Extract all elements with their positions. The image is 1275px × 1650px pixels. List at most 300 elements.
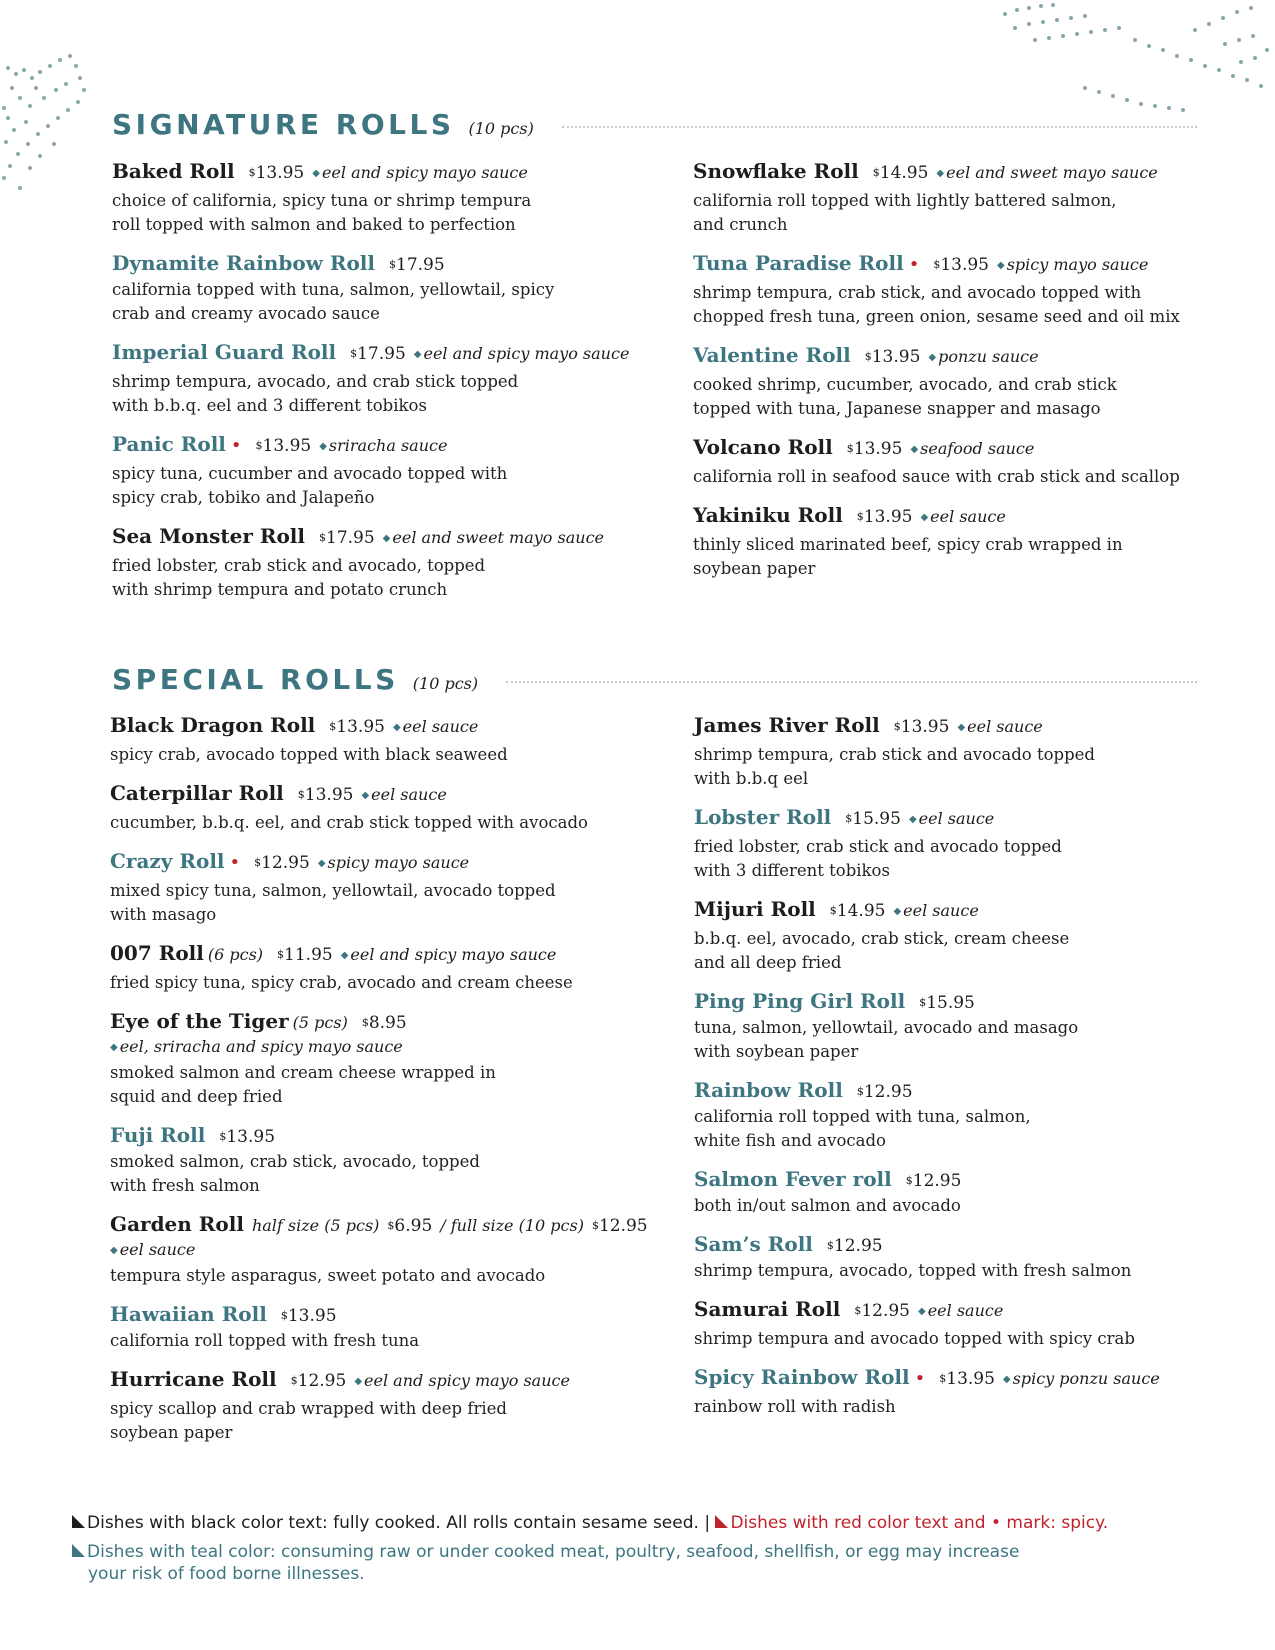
diamond-icon: ◆	[997, 260, 1005, 271]
legend-line-1	[72, 1512, 1202, 1534]
sauce-text: spicy ponzu sauce	[1012, 1369, 1160, 1388]
item-heading	[110, 1008, 630, 1036]
item-name: James River Roll	[694, 713, 880, 737]
item-description: smoked salmon and cream cheese wrapped in	[110, 1063, 496, 1082]
item-name: Baked Roll	[112, 159, 235, 183]
item-description: soybean paper	[693, 559, 816, 578]
item-description: thinly sliced marinated beef, spicy crab wrapped in	[693, 535, 1123, 554]
item-name: Fuji Roll	[110, 1123, 206, 1147]
dollar-sign: $	[219, 1130, 227, 1143]
sauce-text: sriracha sauce	[328, 436, 448, 455]
item-name: Panic Roll	[112, 432, 226, 456]
price-value: 12.95	[912, 1171, 962, 1191]
section-divider	[506, 681, 1197, 683]
item-sauce	[920, 507, 1005, 526]
price-value: 17.95	[326, 528, 375, 548]
item-sauce	[319, 436, 447, 455]
item-description: topped with tuna, Japanese snapper and masago	[693, 399, 1101, 418]
signature-rolls-right-column	[693, 158, 1233, 594]
item-sauce	[997, 255, 1148, 274]
special-rolls-header	[112, 663, 1197, 696]
sauce-text: spicy mayo sauce	[327, 853, 470, 872]
sauce-text: seafood sauce	[920, 439, 1035, 458]
menu-item	[693, 342, 1233, 421]
section-pcs: (10 pcs)	[412, 674, 479, 693]
sauce-text: eel sauce	[371, 785, 447, 804]
item-description: mixed spicy tuna, salmon, yellowtail, avocado topped	[110, 881, 556, 900]
item-price	[319, 528, 375, 548]
item-heading	[112, 250, 632, 278]
item-sauce	[1003, 1369, 1160, 1388]
section-title: SPECIAL ROLLS	[112, 663, 399, 696]
item-name: Sea Monster Roll	[112, 524, 305, 548]
price-value: 13.95	[287, 1306, 337, 1326]
legend-raw-line-2: your risk of food borne illnesses.	[88, 1564, 365, 1584]
item-description: shrimp tempura, avocado, topped with fresh salmon	[694, 1261, 1132, 1280]
full-size-label: / full size (10 pcs)	[440, 1216, 584, 1235]
sauce-text: eel, sriracha and spicy mayo sauce	[119, 1037, 403, 1056]
menu-item	[110, 1122, 630, 1198]
item-name: Caterpillar Roll	[110, 781, 284, 805]
item-heading	[693, 342, 1233, 373]
legend-cooked: Dishes with black color text: fully cooked. All rolls contain sesame seed.	[72, 1513, 699, 1533]
menu-item	[112, 339, 632, 418]
item-name: Spicy Rainbow Roll	[694, 1365, 910, 1389]
item-heading	[112, 339, 632, 370]
item-description: with b.b.q. eel and 3 different tobikos	[112, 396, 427, 415]
dollar-sign: $	[290, 1374, 298, 1387]
floral-ornament-left	[0, 48, 100, 198]
diamond-icon: ◆	[312, 168, 320, 179]
item-description: shrimp tempura and avocado topped with spicy crab	[694, 1329, 1135, 1348]
menu-item	[112, 158, 632, 237]
menu-item	[693, 434, 1233, 489]
price-value: 6.95	[394, 1216, 433, 1236]
diamond-icon: ◆	[382, 533, 391, 544]
menu-item	[112, 250, 632, 326]
menu-item	[694, 1364, 1234, 1419]
item-heading	[112, 158, 632, 189]
item-price	[865, 347, 921, 367]
menu-item	[694, 804, 1234, 883]
diamond-icon: ◆	[928, 352, 937, 363]
item-heading	[112, 523, 632, 554]
dollar-sign: $	[919, 996, 927, 1009]
item-price	[389, 255, 445, 275]
item-heading	[110, 1122, 630, 1150]
item-sauce	[318, 853, 469, 872]
diamond-icon: ◆	[354, 1376, 363, 1387]
dollar-sign: $	[255, 439, 263, 452]
item-price	[939, 1369, 995, 1389]
item-heading	[693, 502, 1233, 533]
dollar-sign: $	[389, 258, 396, 271]
item-heading	[110, 1301, 630, 1329]
spicy-dot-icon: •	[914, 1368, 926, 1389]
dollar-sign: $	[893, 720, 901, 733]
item-name: Eye of the Tiger	[110, 1009, 289, 1033]
sauce-text: eel and sweet mayo sauce	[946, 163, 1158, 182]
item-sauce	[957, 717, 1042, 736]
dollar-sign: $	[864, 350, 872, 363]
dollar-sign: $	[829, 904, 837, 917]
diamond-icon: ◆	[908, 814, 917, 825]
menu-item	[694, 712, 1234, 791]
dollar-sign: $	[277, 948, 285, 961]
item-description: with b.b.q eel	[694, 769, 809, 788]
triangle-marker-icon	[72, 1515, 85, 1528]
item-description: crab and creamy avocado sauce	[112, 304, 380, 323]
diamond-icon: ◆	[110, 1245, 118, 1256]
menu-item	[110, 712, 630, 767]
price-value: 12.95	[833, 1236, 883, 1256]
item-heading	[694, 804, 1234, 835]
item-description: spicy tuna, cucumber and avocado topped with	[112, 464, 508, 483]
price-value: 13.95	[863, 507, 913, 527]
dollar-sign: $	[846, 442, 854, 455]
legend-raw: Dishes with teal color: consuming raw or under cooked meat, poultry, seafood, shellfish, or egg may increase	[72, 1541, 1202, 1563]
sauce-text: eel sauce	[119, 1240, 196, 1259]
item-pcs: (5 pcs)	[292, 1013, 348, 1032]
dollar-sign: $	[361, 1016, 369, 1029]
half-size-label: half size (5 pcs)	[251, 1216, 380, 1235]
item-description: fried lobster, crab stick and avocado, topped	[112, 556, 486, 575]
price-value: 13.95	[853, 439, 903, 459]
price-value: 13.95	[946, 1369, 995, 1389]
menu-item	[693, 158, 1233, 237]
half-size-price	[387, 1216, 432, 1236]
item-name: Volcano Roll	[693, 435, 833, 459]
dollar-sign: $	[248, 166, 256, 179]
diamond-icon: ◆	[340, 950, 349, 961]
item-sauce	[910, 439, 1034, 458]
item-price	[362, 1013, 407, 1033]
item-description: california topped with tuna, salmon, yellowtail, spicy	[112, 280, 555, 299]
menu-item	[694, 896, 1234, 975]
signature-rolls-left-column	[112, 158, 632, 615]
item-heading	[110, 1211, 648, 1239]
menu-item	[110, 1211, 648, 1288]
item-description: spicy scallop and crab wrapped with deep fried	[110, 1399, 507, 1418]
item-price	[249, 163, 305, 183]
price-value: 15.95	[926, 993, 975, 1013]
item-description: tempura style asparagus, sweet potato and avocado	[110, 1266, 546, 1285]
item-price	[933, 255, 989, 275]
special-rolls-left-column	[110, 712, 648, 1458]
item-price	[329, 717, 385, 737]
menu-item	[694, 1296, 1234, 1351]
price-value: 15.95	[852, 809, 901, 829]
diamond-icon: ◆	[319, 441, 327, 452]
price-value: 14.95	[836, 901, 886, 921]
item-price	[277, 945, 333, 965]
sauce-text: eel and spicy mayo sauce	[321, 163, 528, 182]
triangle-marker-icon	[72, 1544, 85, 1557]
item-price	[857, 507, 913, 527]
item-description: roll topped with salmon and baked to perfection	[112, 215, 516, 234]
item-price	[256, 436, 312, 456]
item-name: Hawaiian Roll	[110, 1302, 267, 1326]
dollar-sign: $	[845, 812, 853, 825]
price-value: 12.95	[598, 1216, 648, 1236]
menu-item	[110, 1301, 630, 1353]
item-description: california roll topped with tuna, salmon,	[694, 1107, 1031, 1126]
item-heading	[110, 940, 630, 971]
item-sauce	[354, 1371, 570, 1390]
full-size-price	[592, 1216, 648, 1236]
dollar-sign: $	[319, 531, 326, 544]
sauce-text: eel sauce	[918, 809, 995, 828]
item-description: both in/out salmon and avocado	[694, 1196, 961, 1215]
item-sauce	[341, 945, 557, 964]
price-value: 13.95	[336, 717, 385, 737]
item-sauce	[414, 344, 630, 363]
item-price	[873, 163, 929, 183]
item-sauce	[110, 1036, 630, 1061]
price-value: 8.95	[368, 1013, 407, 1033]
price-value: 13.95	[871, 347, 921, 367]
dollar-sign: $	[856, 510, 864, 523]
item-name: Black Dragon Roll	[110, 713, 316, 737]
item-name: Yakiniku Roll	[693, 503, 843, 527]
diamond-icon: ◆	[893, 906, 902, 917]
item-name: Lobster Roll	[694, 805, 832, 829]
diamond-icon: ◆	[110, 1042, 118, 1053]
spicy-dot-icon: •	[229, 852, 241, 873]
diamond-icon: ◆	[918, 1306, 926, 1317]
item-price	[847, 439, 903, 459]
special-rolls-right-column	[694, 712, 1234, 1432]
section-title: SIGNATURE ROLLS	[112, 108, 455, 141]
item-heading	[110, 848, 630, 879]
item-sauce	[383, 528, 604, 547]
item-heading	[694, 1166, 1234, 1194]
item-description: shrimp tempura, avocado, and crab stick topped	[112, 372, 519, 391]
item-description: choice of california, spicy tuna or shrimp tempura	[112, 191, 532, 210]
item-sauce	[361, 785, 446, 804]
price-value: 13.95	[255, 163, 305, 183]
dollar-sign: $	[856, 1085, 864, 1098]
item-price	[919, 993, 975, 1013]
dollar-sign: $	[297, 788, 305, 801]
sauce-text: eel sauce	[903, 901, 979, 920]
item-name: Hurricane Roll	[110, 1367, 277, 1391]
spicy-dot-icon: •	[230, 435, 242, 456]
sauce-text: eel sauce	[927, 1301, 1004, 1320]
item-sauce	[312, 163, 528, 182]
item-name: Ping Ping Girl Roll	[694, 989, 906, 1013]
dollar-sign: $	[254, 856, 262, 869]
menu-item	[112, 431, 632, 510]
item-name: Salmon Fever roll	[694, 1167, 892, 1191]
item-description: with masago	[110, 905, 217, 924]
item-heading	[110, 1366, 630, 1397]
item-description: smoked salmon, crab stick, avocado, topped	[110, 1152, 480, 1171]
item-heading	[694, 988, 1234, 1016]
item-description: b.b.q. eel, avocado, crab stick, cream cheese	[694, 929, 1070, 948]
dollar-sign: $	[854, 1304, 862, 1317]
price-value: 17.95	[396, 255, 445, 275]
item-price	[298, 785, 354, 805]
item-description: spicy crab, avocado topped with black seaweed	[110, 745, 508, 764]
item-heading	[694, 1077, 1234, 1105]
menu-item	[110, 1366, 630, 1445]
item-sauce	[110, 1239, 630, 1264]
item-price	[827, 1236, 883, 1256]
legend	[72, 1512, 1202, 1585]
item-price	[291, 1371, 347, 1391]
dollar-sign: $	[933, 258, 941, 271]
item-price	[219, 1127, 275, 1147]
sauce-text: eel and spicy mayo sauce	[350, 945, 557, 964]
price-value: 13.95	[900, 717, 950, 737]
item-price	[350, 344, 406, 364]
item-heading	[112, 431, 632, 462]
spicy-dot-icon: •	[908, 254, 920, 275]
item-price	[254, 853, 310, 873]
item-name: 007 Roll	[110, 941, 204, 965]
dollar-sign: $	[387, 1219, 395, 1232]
section-divider	[562, 126, 1197, 128]
sauce-text: eel and spicy mayo sauce	[423, 344, 630, 363]
item-name: Dynamite Rainbow Roll	[112, 251, 375, 275]
item-name: Imperial Guard Roll	[112, 340, 337, 364]
dollar-sign: $	[280, 1309, 288, 1322]
dollar-sign: $	[905, 1174, 913, 1187]
item-description: with shrimp tempura and potato crunch	[112, 580, 448, 599]
diamond-icon: ◆	[413, 349, 422, 360]
item-name: Samurai Roll	[694, 1297, 841, 1321]
sauce-text: eel sauce	[930, 507, 1006, 526]
item-price	[854, 1301, 910, 1321]
item-description: cucumber, b.b.q. eel, and crab stick topped with avocado	[110, 813, 588, 832]
diamond-icon: ◆	[910, 444, 919, 455]
item-price	[845, 809, 901, 829]
price-value: 12.95	[297, 1371, 347, 1391]
sauce-text: eel sauce	[967, 717, 1043, 736]
item-name: Garden Roll	[110, 1212, 244, 1236]
sauce-text: ponzu sauce	[938, 347, 1039, 366]
price-value: 14.95	[879, 163, 929, 183]
menu-item	[693, 502, 1233, 581]
item-heading	[694, 1231, 1234, 1259]
menu-item	[694, 1077, 1234, 1153]
item-description: with 3 different tobikos	[694, 861, 890, 880]
dollar-sign: $	[329, 720, 337, 733]
diamond-icon: ◆	[317, 858, 326, 869]
item-price	[906, 1171, 962, 1191]
price-value: 12.95	[863, 1082, 913, 1102]
item-name: Crazy Roll	[110, 849, 225, 873]
item-sauce	[909, 809, 994, 828]
item-name: Tuna Paradise Roll	[693, 251, 904, 275]
dollar-sign: $	[872, 166, 880, 179]
diamond-icon: ◆	[957, 722, 966, 733]
section-pcs: (10 pcs)	[468, 119, 534, 138]
item-sauce	[936, 163, 1157, 182]
item-price	[281, 1306, 337, 1326]
price-value: 17.95	[357, 344, 406, 364]
dollar-sign: $	[350, 347, 358, 360]
diamond-icon: ◆	[936, 168, 945, 179]
price-value: 12.95	[861, 1301, 910, 1321]
item-description: rainbow roll with radish	[694, 1397, 896, 1416]
item-heading	[694, 896, 1234, 927]
item-name: Valentine Roll	[693, 343, 851, 367]
item-description: white fish and avocado	[694, 1131, 886, 1150]
item-description: soybean paper	[110, 1423, 233, 1442]
item-pcs: (6 pcs)	[207, 945, 264, 964]
item-description: fried lobster, crab stick and avocado topped	[694, 837, 1062, 856]
legend-spicy: Dishes with red color text and • mark: spicy.	[715, 1513, 1108, 1533]
dollar-sign: $	[591, 1219, 599, 1232]
item-description: shrimp tempura, crab stick and avocado topped	[694, 745, 1095, 764]
sauce-text: eel and spicy mayo sauce	[364, 1371, 570, 1390]
item-description: chopped fresh tuna, green onion, sesame seed and oil mix	[693, 307, 1180, 326]
item-description: spicy crab, tobiko and Jalapeño	[112, 488, 375, 507]
menu-item	[110, 780, 630, 835]
item-description: with soybean paper	[694, 1042, 859, 1061]
diamond-icon: ◆	[1002, 1374, 1011, 1385]
item-description: tuna, salmon, yellowtail, avocado and masago	[694, 1018, 1079, 1037]
item-heading	[693, 250, 1233, 281]
item-price	[830, 901, 886, 921]
item-heading	[694, 712, 1234, 743]
price-value: 13.95	[940, 255, 989, 275]
item-price	[857, 1082, 913, 1102]
triangle-marker-icon	[715, 1515, 728, 1528]
item-sauce	[893, 901, 978, 920]
item-sauce	[928, 347, 1038, 366]
item-heading	[110, 780, 630, 811]
sauce-text: eel sauce	[402, 717, 479, 736]
sauce-text: spicy mayo sauce	[1006, 255, 1149, 274]
menu-item	[693, 250, 1233, 329]
item-name: Snowflake Roll	[693, 159, 859, 183]
item-description: with fresh salmon	[110, 1176, 260, 1195]
menu-item	[694, 988, 1234, 1064]
signature-rolls-header	[112, 108, 1197, 141]
floral-ornament-right	[995, 0, 1275, 120]
item-description: california roll topped with lightly battered salmon,	[693, 191, 1117, 210]
menu-item	[694, 1166, 1234, 1218]
dollar-sign: $	[939, 1372, 947, 1385]
diamond-icon: ◆	[361, 790, 370, 801]
item-description: and crunch	[693, 215, 788, 234]
item-name: Mijuri Roll	[694, 897, 816, 921]
sauce-text: eel and sweet mayo sauce	[392, 528, 604, 547]
item-heading	[693, 158, 1233, 189]
item-heading	[694, 1364, 1234, 1395]
diamond-icon: ◆	[392, 722, 401, 733]
dollar-sign: $	[826, 1239, 834, 1252]
legend-separator: |	[704, 1513, 711, 1533]
item-description: cooked shrimp, cucumber, avocado, and crab stick	[693, 375, 1117, 394]
item-description: squid and deep fried	[110, 1087, 283, 1106]
diamond-icon: ◆	[920, 512, 929, 523]
item-sauce	[393, 717, 478, 736]
item-sauce	[918, 1301, 1003, 1320]
item-price	[894, 717, 950, 737]
item-description: california roll topped with fresh tuna	[110, 1331, 420, 1350]
item-description: and all deep fried	[694, 953, 842, 972]
price-value: 13.95	[226, 1127, 276, 1147]
menu-item	[110, 1008, 630, 1109]
menu-item	[694, 1231, 1234, 1283]
menu-item	[112, 523, 632, 602]
item-name: Sam’s Roll	[694, 1232, 813, 1256]
price-value: 13.95	[262, 436, 312, 456]
